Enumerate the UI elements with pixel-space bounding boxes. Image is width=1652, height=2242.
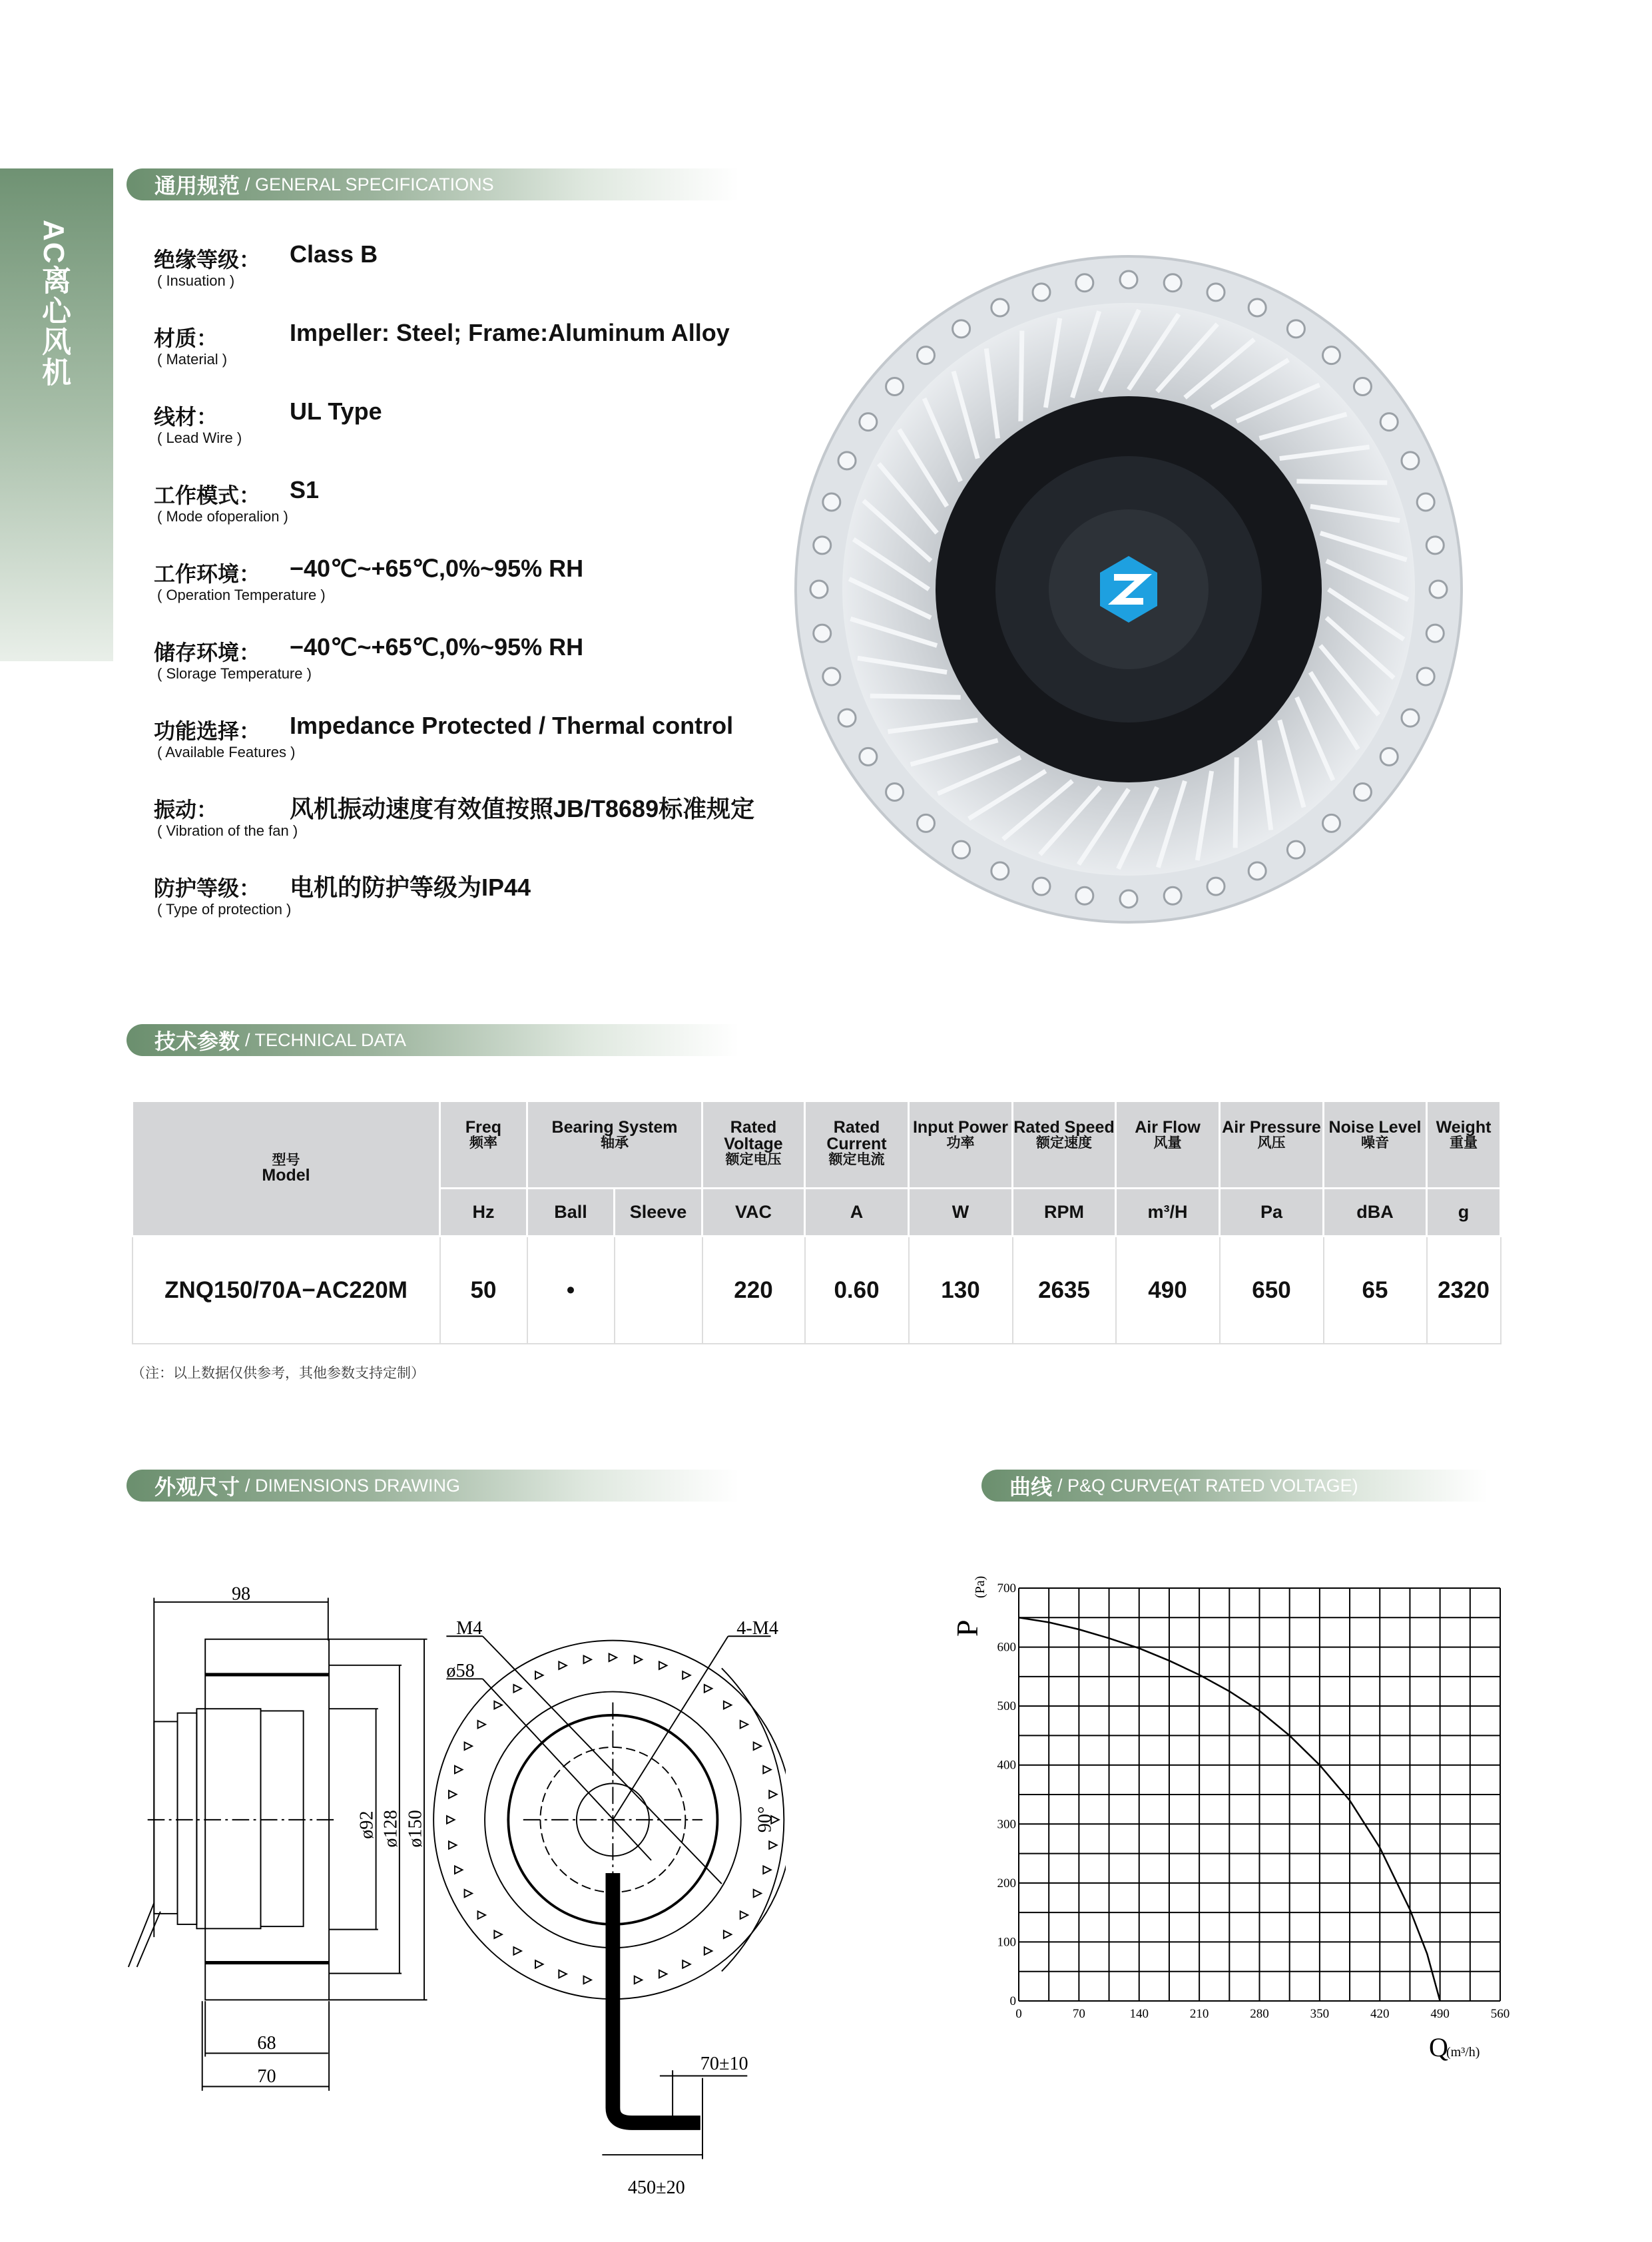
rivet-mark [724,1701,732,1709]
header-cell: Bearing System 轴承 [527,1101,702,1189]
y-tick-label: 200 [997,1876,1016,1890]
spec-label: 防护等级： [154,876,261,900]
rivet [1430,581,1447,598]
y-tick-label: 600 [997,1640,1016,1655]
rivet [886,784,904,801]
rivet-mark [513,1685,521,1693]
spec-label: 工作模式： [154,483,261,507]
side-title: AC离心风机 [37,220,70,388]
x-tick-label: 560 [1490,2007,1510,2021]
rivet-mark [559,1661,567,1669]
rivet-mark [740,1721,748,1729]
rivet-mark [455,1766,463,1774]
rivet-mark [724,1930,732,1938]
y-tick-label: 400 [997,1758,1016,1773]
rivet [1207,878,1225,895]
dimensions-drawing [120,1532,786,2215]
spec-value: UL Type [290,398,382,425]
rivet-mark [763,1766,771,1774]
x-tick-label: 210 [1189,2007,1209,2021]
rivet-mark [659,1661,667,1669]
rivet-mark [763,1866,771,1874]
rivet [1426,625,1444,642]
impeller-blade [870,696,961,697]
spec-sublabel: ( Slorage Temperature ) [157,665,312,682]
spec-value: 电机的防护等级为IP44 [290,874,531,901]
dim-128: ø128 [380,1810,402,1848]
header-cell: Noise Level 噪音 [1324,1101,1427,1189]
spec-sublabel: ( Material ) [157,351,228,368]
spec-label: 线材： [154,405,218,429]
rivet [1287,320,1304,338]
cell-airflow: 490 [1116,1237,1220,1344]
unit-cell: A [805,1189,909,1237]
rivet-mark [494,1701,502,1709]
unit-cell: m³/H [1116,1189,1220,1237]
cell-noise: 65 [1324,1237,1427,1344]
rivet-mark [494,1930,502,1938]
section-header-dimensions [127,1470,739,1502]
y-tick-label: 700 [997,1581,1016,1595]
rivet [1207,284,1225,301]
y-axis-label: P [950,1619,984,1637]
rivet [814,625,831,642]
cell-freq: 50 [440,1237,527,1344]
rivet-mark [455,1866,463,1874]
rivet-mark [659,1970,667,1978]
rivet-mark [449,1791,457,1799]
y-axis-unit: (Pa) [973,1575,987,1598]
rivet [1354,378,1371,395]
section-header-technical [127,1024,739,1056]
rivet [860,748,877,765]
rivet [810,581,828,598]
unit-cell: VAC [702,1189,805,1237]
rivet [1033,284,1050,301]
y-tick-label: 300 [997,1817,1016,1832]
rivet [953,841,970,858]
cell-power: 130 [909,1237,1013,1344]
spec-label: 功能选择： [154,719,261,743]
rivet [1323,347,1340,364]
rivet [1354,784,1371,801]
section-header-curve [981,1470,1488,1502]
dim-cable: 450±20 [627,2177,685,2198]
rivet [917,814,934,832]
dim-92: ø92 [356,1811,378,1839]
spec-label: 储存环境： [154,641,261,665]
header-cell: Rated Voltage 额定电压 [702,1101,805,1189]
rivet-mark [740,1911,748,1919]
section-title-cn: 外观尺寸 [154,1475,240,1499]
unit-cell: Sleeve [615,1189,702,1237]
rivet [1076,887,1093,904]
section-header-general [127,168,739,200]
rivet [860,414,877,431]
rivet [1323,814,1340,832]
section-title-en: / TECHNICAL DATA [245,1029,407,1050]
rivet [1380,414,1398,431]
unit-cell: RPM [1013,1189,1116,1237]
rivet-mark [535,1960,543,1968]
rivet-mark [683,1960,690,1968]
rivet-mark [704,1947,712,1955]
rivet [1248,862,1266,880]
header-cell: Air Flow 风量 [1116,1101,1220,1189]
x-tick-label: 350 [1310,2007,1330,2021]
cell-speed: 2635 [1013,1237,1116,1344]
unit-cell: Hz [440,1189,527,1237]
spec-label: 材质： [154,326,218,350]
spec-value: 风机振动速度有效值按照JB/T8689标准规定 [290,795,755,822]
section-title-cn: 通用规范 [154,174,240,198]
header-model: 型号 Model [133,1101,440,1237]
impeller-blade [1296,481,1387,483]
header-cell: Weight 重量 [1427,1101,1501,1189]
cell-ball: • [527,1237,615,1344]
rivet [886,378,904,395]
rivet [838,709,856,726]
header-cell: Input Power 功率 [909,1101,1013,1189]
rivet-mark [535,1671,543,1679]
rivet-mark [635,1976,643,1984]
spec-value: −40℃~+65℃,0%~95% RH [290,555,584,582]
spec-sublabel: ( Vibration of the fan ) [157,822,298,839]
header-cell: Air Pressure 风压 [1220,1101,1324,1189]
rivet [1033,878,1050,895]
rivet-mark [465,1890,473,1898]
cell-pressure: 650 [1220,1237,1324,1344]
spec-sublabel: ( Available Features ) [157,744,296,760]
x-tick-label: 490 [1430,2007,1450,2021]
rivet [823,493,840,511]
rivet-mark [478,1911,486,1919]
header-cell: Rated Speed 额定速度 [1013,1101,1116,1189]
unit-cell: g [1427,1189,1501,1237]
rivet-mark [683,1671,690,1679]
label-4-m4: 4-M4 [736,1618,778,1639]
rivet-mark [754,1890,762,1898]
unit-cell: dBA [1324,1189,1427,1237]
spec-sublabel: ( Mode ofoperalion ) [157,508,288,525]
section-title-en: / DIMENSIONS DRAWING [245,1475,461,1496]
pq-chart [946,1551,1545,2064]
dim-68: 68 [257,2033,276,2054]
section-title-cn: 技术参数 [154,1029,240,1053]
rivet-mark [447,1816,455,1824]
rivet [1120,271,1137,288]
rivet [814,537,831,554]
fan-product-image [792,253,1465,926]
x-tick-label: 420 [1370,2007,1390,2021]
cell-current: 0.60 [805,1237,909,1344]
spec-value: Class B [290,240,378,268]
table-note: （注：以上数据仅供参考，其他参数支持定制） [131,1366,425,1381]
unit-cell: W [909,1189,1013,1237]
cell-sleeve [615,1237,702,1344]
label-angle: 90° [754,1806,776,1833]
y-tick-label: 100 [997,1935,1016,1950]
rivet-mark [769,1791,777,1799]
rivet-mark [584,1976,592,1984]
rivet [1426,537,1444,554]
rivet [991,862,1009,880]
spec-sublabel: ( Lead Wire ) [157,429,242,446]
impeller-blade [1021,331,1022,421]
rivet-mark [635,1656,643,1664]
rivet [1248,299,1266,316]
spec-value: −40℃~+65℃,0%~95% RH [290,633,584,661]
section-title-en: / P&Q CURVE(AT RATED VOLTAGE) [1057,1475,1358,1496]
dim-98: 98 [231,1583,251,1605]
spec-sublabel: ( Insuation ) [157,272,235,289]
y-tick-label: 500 [997,1699,1016,1714]
rivet-mark [513,1947,521,1955]
section-title-en: / GENERAL SPECIFICATIONS [245,174,494,194]
rivet [1120,890,1137,908]
rivet-mark [449,1841,457,1849]
x-tick-label: 70 [1072,2007,1085,2021]
dim-lead: 70±10 [700,2053,748,2074]
spec-label: 绝缘等级： [154,248,261,272]
rivet-mark [559,1970,567,1978]
spec-sublabel: ( Operation Temperature ) [157,587,326,603]
side-view [129,1584,427,2091]
spec-value: Impedance Protected / Thermal control [290,712,734,739]
rivet-mark [465,1743,473,1751]
front-view [433,1618,786,2198]
rivet [1164,887,1181,904]
x-axis-unit: (m³/h) [1446,2045,1480,2060]
rivet-mark [584,1656,592,1664]
x-tick-label: 0 [1015,2007,1022,2021]
table-row [133,1237,1501,1344]
rivet [838,452,856,469]
x-axis-label: Q [1429,2032,1448,2062]
cell-voltage: 220 [702,1237,805,1344]
x-tick-label: 280 [1250,2007,1269,2021]
y-tick-label: 0 [1009,1994,1016,2008]
label-m4: M4 [456,1618,483,1639]
rivet [991,299,1009,316]
rivet [1402,452,1419,469]
rivet-mark [754,1743,762,1751]
rivet [1076,274,1093,292]
header-cell: Rated Current 额定电流 [805,1101,909,1189]
rivet-mark [704,1685,712,1693]
x-tick-label: 140 [1129,2007,1149,2021]
section-title-cn: 曲线 [1009,1475,1053,1499]
header-cell: Freq 频率 [440,1101,527,1189]
spec-label: 振动： [154,798,218,822]
rivet [1402,709,1419,726]
rivet [917,347,934,364]
rivet [1417,668,1434,685]
rivet [953,320,970,338]
dim-58: ø58 [446,1661,475,1682]
rivet [1164,274,1181,292]
cell-model: ZNQ150/70A−AC220M [133,1237,440,1344]
technical-data-table [131,1100,1502,1344]
rivet-mark [769,1841,777,1849]
dim-150: ø150 [405,1810,426,1848]
spec-label: 工作环境： [154,562,261,586]
spec-value: Impeller: Steel; Frame:Aluminum Alloy [290,319,730,346]
unit-cell: Ball [527,1189,615,1237]
spec-sublabel: ( Type of protection ) [157,901,292,918]
rivet [1287,841,1304,858]
rivet-mark [478,1721,486,1729]
spec-value: S1 [290,476,320,503]
rivet [823,668,840,685]
dim-70: 70 [257,2066,276,2088]
rivet [1417,493,1434,511]
rivet-mark [609,1654,617,1662]
impeller-blade [1235,757,1237,848]
cell-weight: 2320 [1427,1237,1501,1344]
unit-cell: Pa [1220,1189,1324,1237]
rivet [1380,748,1398,765]
